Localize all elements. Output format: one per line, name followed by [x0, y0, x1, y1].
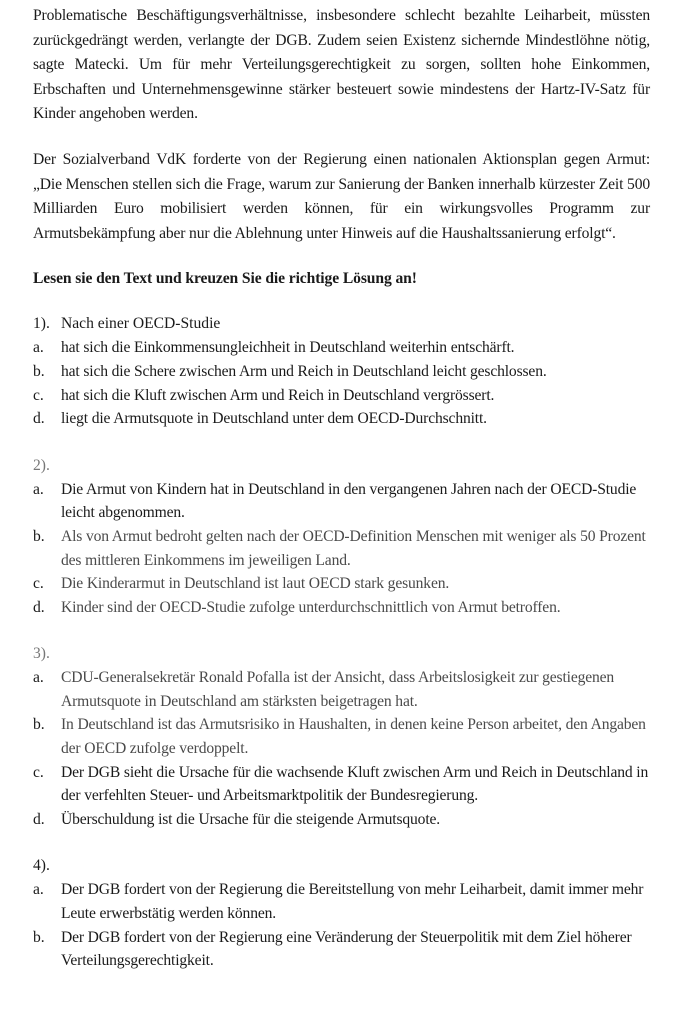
question-number: 4).	[33, 857, 50, 875]
answer-option-1b[interactable]	[33, 360, 650, 384]
option-text: CDU-Generalsekretär Ronald Pofalla ist der Ansicht, dass Arbeitslosigkeit zur gestiegenen Armutsquote in Deutschland am stärksten beigetragen hat.	[61, 669, 615, 710]
option-label: a.	[33, 669, 44, 687]
answer-option-2b[interactable]	[33, 525, 650, 572]
option-label: c.	[33, 763, 44, 781]
option-text: hat sich die Schere zwischen Arm und Reich in Deutschland leicht geschlossen.	[61, 362, 547, 380]
option-text: hat sich die Einkommensungleichheit in Deutschland weiterhin entschärft.	[61, 339, 515, 357]
option-label: d.	[33, 810, 45, 828]
option-text: Der DGB sieht die Ursache für die wachsende Kluft zwischen Arm und Reich in Deutschland in der verfehlten Steuer- und Arbeitsmarktpolitik der Bundesregierung.	[61, 763, 649, 805]
answer-option-3a[interactable]	[33, 666, 650, 713]
question-3	[33, 642, 650, 831]
answer-option-2d[interactable]	[33, 596, 650, 620]
answer-option-3d[interactable]	[33, 808, 650, 832]
option-text: Die Armut von Kindern hat in Deutschland in den vergangenen Jahren nach der OECD-Studie leicht abgenommen.	[61, 480, 637, 522]
answer-option-3b[interactable]	[33, 713, 650, 760]
question-2	[33, 454, 650, 620]
answer-option-1d[interactable]	[33, 407, 650, 431]
worksheet-page	[33, 4, 650, 973]
option-text: hat sich die Kluft zwischen Arm und Reich in Deutschland vergrössert.	[61, 386, 495, 404]
option-text: Als von Armut bedroht gelten nach der OECD-Definition Menschen mit weniger als 50 Prozent des mittleren Einkommens im jeweiligen Land.	[61, 527, 646, 569]
option-label: d.	[33, 410, 45, 428]
question-1-header	[33, 312, 650, 336]
instruction-heading: Lesen sie den Text und kreuzen Sie die richtige Lösung an!	[33, 270, 417, 288]
option-label: c.	[33, 386, 44, 404]
option-label: c.	[33, 575, 44, 593]
text-paragraph-1: Problematische Beschäftigungsverhältnisse, insbesondere schlecht bezahlte Leiharbeit, müssten zurückgedrängt werden, verlangte der DGB. Zudem seien Existenz sichernde Mindestlöhne nötig, sagte Matecki. Um für mehr Verteilungsgerechtigkeit zu sorgen, sollten hohe Einkommen, Erbschaften und Unternehmensgewinne stärker besteuert sowie mindestens der Hartz-IV-Satz für Kinder angehoben werden.	[33, 7, 650, 123]
option-label: a.	[33, 881, 44, 899]
answer-option-1c[interactable]	[33, 384, 650, 408]
question-number: 2).	[33, 456, 50, 474]
option-text: Der DGB fordert von der Regierung die Bereitstellung von mehr Leiharbeit, damit immer mehr Leute erwerbstätig werden können.	[61, 881, 644, 923]
question-number: 1).	[33, 315, 50, 333]
question-number: 3).	[33, 645, 50, 663]
option-label: b.	[33, 928, 45, 946]
option-text: Die Kinderarmut in Deutschland ist laut OECD stark gesunken.	[61, 575, 450, 593]
option-label: b.	[33, 527, 45, 545]
answer-option-1a[interactable]	[33, 336, 650, 360]
option-text: Der DGB fordert von der Regierung eine Veränderung der Steuerpolitik mit dem Ziel höherer Verteilungsgerechtigkeit.	[61, 928, 632, 970]
answer-option-4a[interactable]	[33, 878, 650, 925]
option-text: Kinder sind der OECD-Studie zufolge unterdurchschnittlich von Armut betroffen.	[61, 598, 561, 616]
answer-option-3c[interactable]	[33, 761, 650, 808]
option-label: a.	[33, 480, 44, 498]
option-label: a.	[33, 339, 44, 357]
question-4	[33, 854, 650, 972]
option-label: d.	[33, 598, 45, 616]
question-stem: Nach einer OECD-Studie	[61, 315, 221, 333]
option-text: liegt die Armutsquote in Deutschland unter dem OECD-Durchschnitt.	[61, 410, 487, 428]
question-1	[33, 312, 650, 430]
text-paragraph-2: Der Sozialverband VdK forderte von der Regierung einen nationalen Aktionsplan gegen Armut: „Die Menschen stellen sich die Frage, warum zur Sanierung der Banken innerhalb kürzester Zeit 500 Milliarden Euro mobilisiert werden können, für ein wirkungsvolles Programm zur Armutsbekämpfung aber nur die Ablehnung unter Hinweis auf die Haushaltssanierung erfolgt“.	[33, 150, 650, 242]
answer-option-4b[interactable]	[33, 926, 650, 973]
option-label: b.	[33, 716, 45, 734]
answer-option-2c[interactable]	[33, 572, 650, 596]
option-text: Überschuldung ist die Ursache für die steigende Armutsquote.	[61, 810, 441, 828]
option-label: b.	[33, 362, 45, 380]
option-text: In Deutschland ist das Armutsrisiko in Haushalten, in denen keine Person arbeitet, den Angaben der OECD zufolge verdoppelt.	[61, 716, 646, 758]
answer-option-2a[interactable]	[33, 478, 650, 525]
